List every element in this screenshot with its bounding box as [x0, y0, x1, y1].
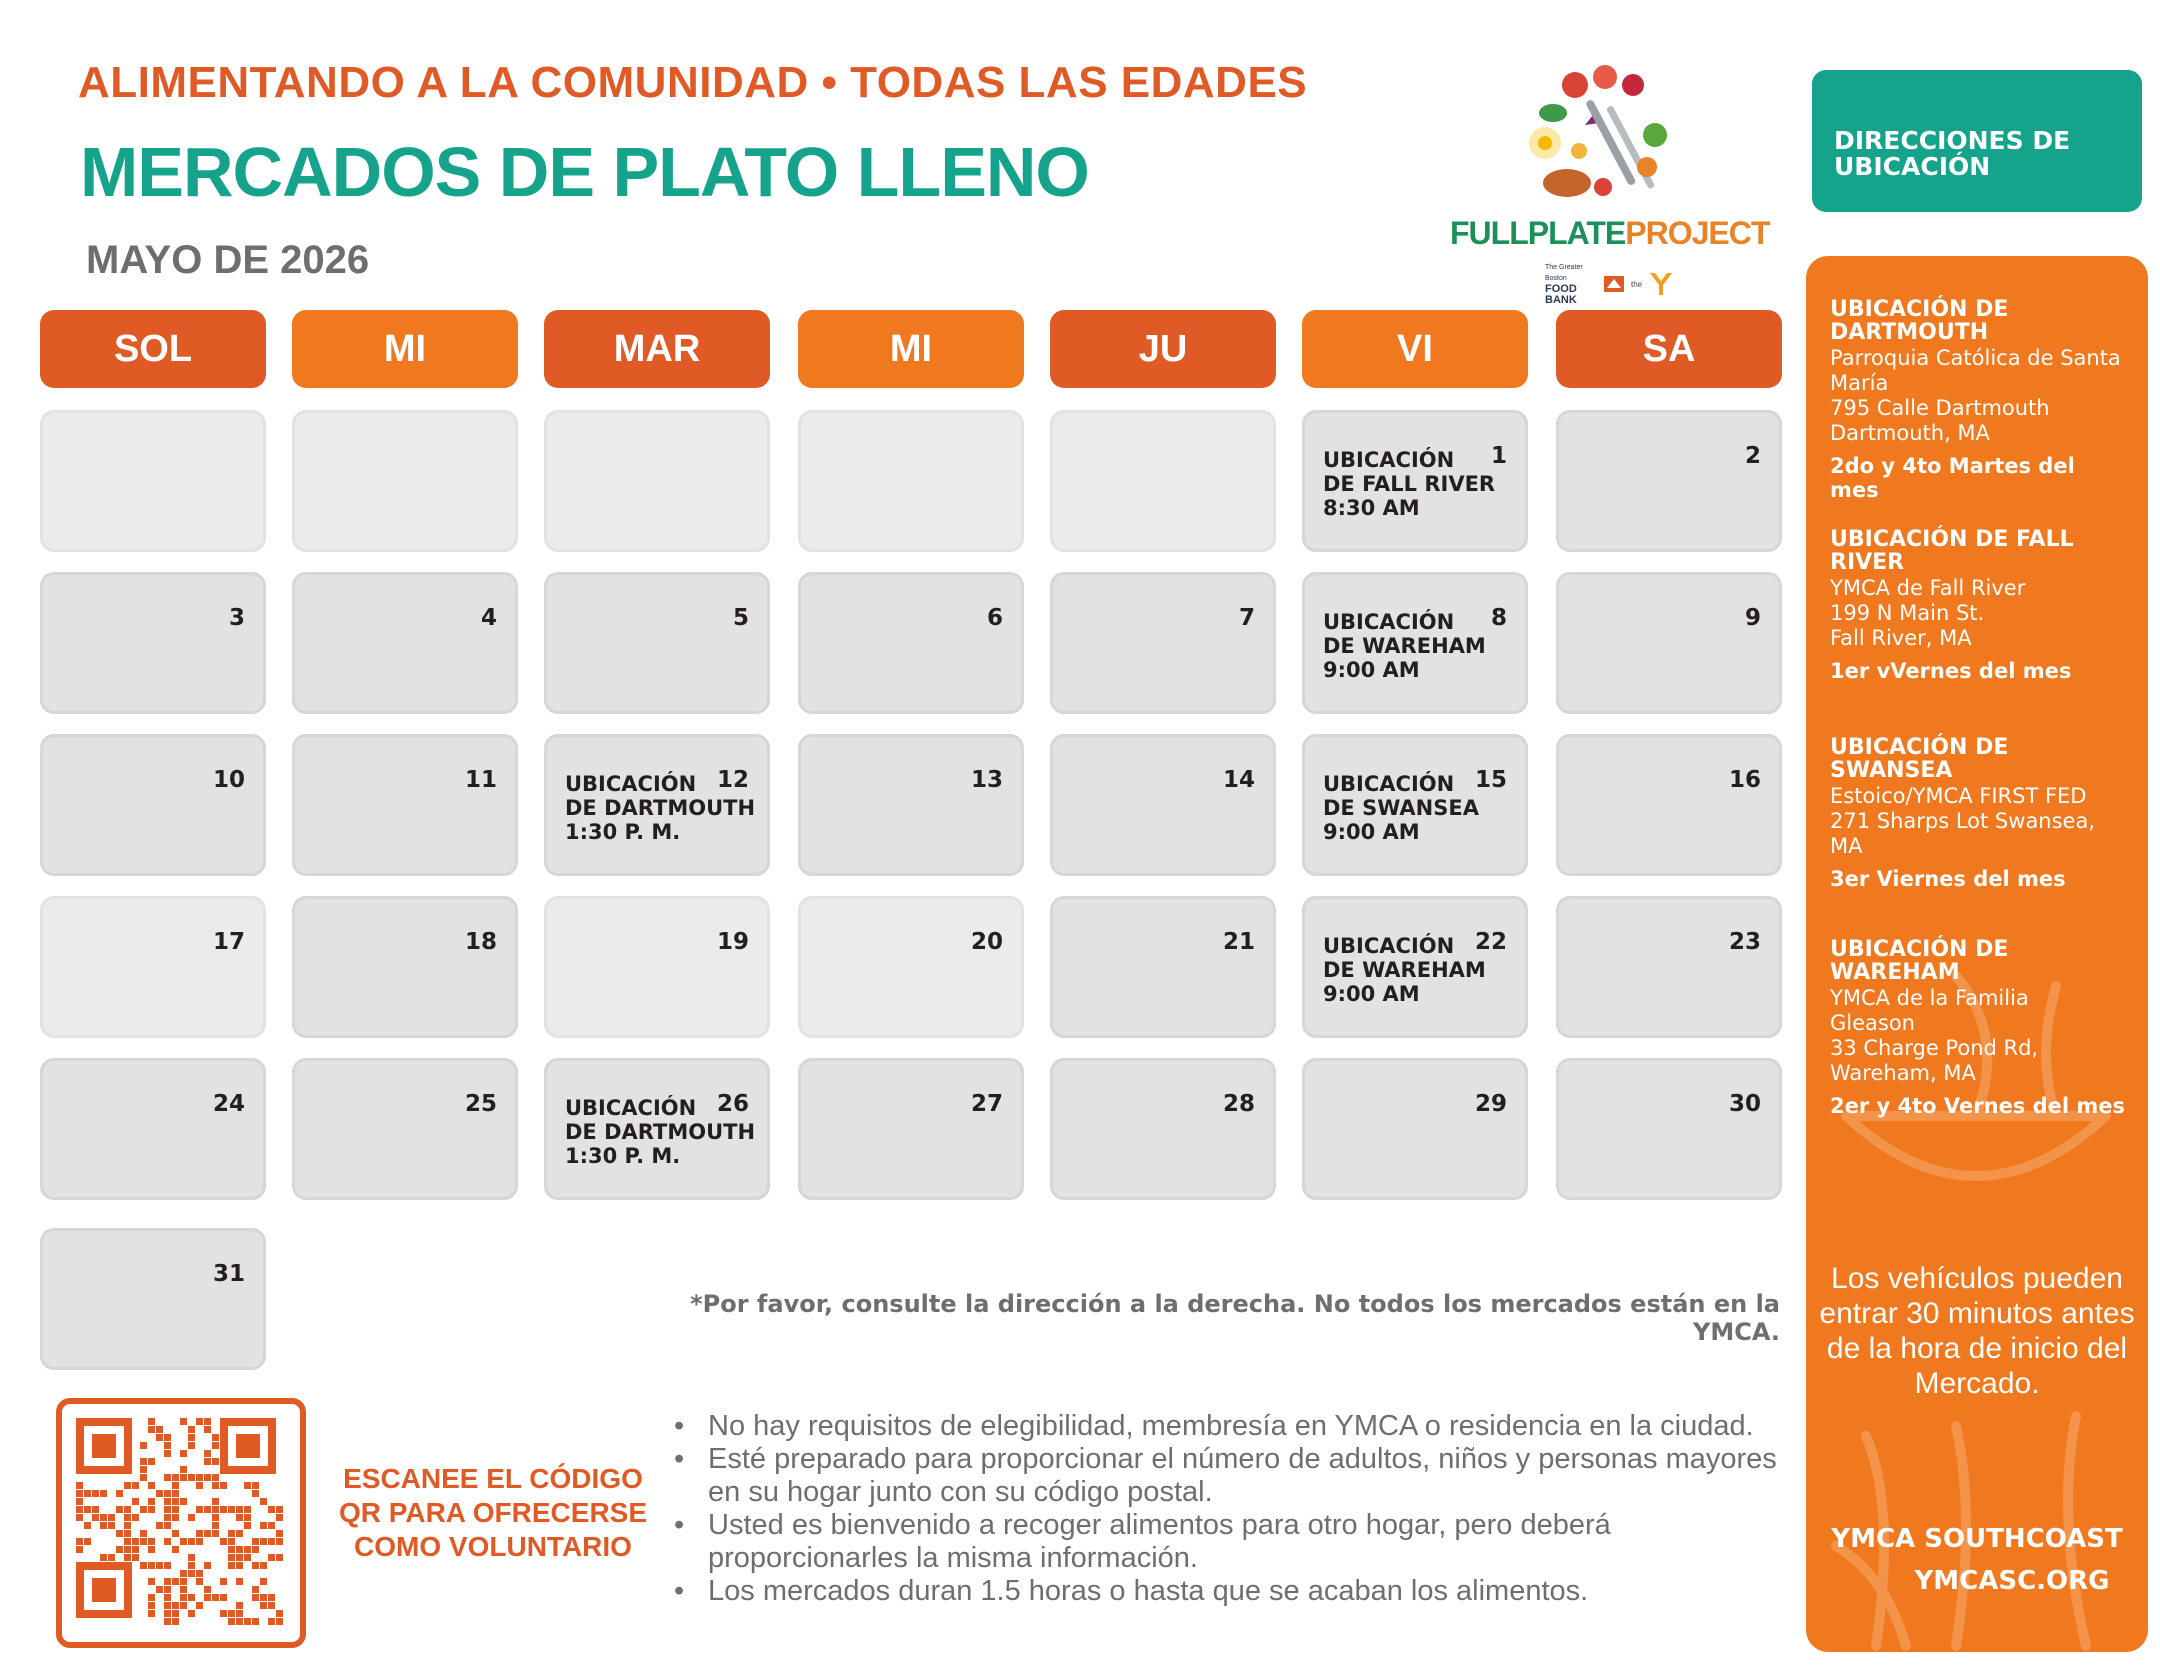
calendar-day-14 — [1050, 734, 1276, 876]
event-line: UBICACIÓN — [565, 772, 697, 796]
qr-code-icon — [62, 1404, 300, 1642]
calendar-day-10 — [40, 734, 266, 876]
event-line: 1:30 P. M. — [565, 1144, 681, 1168]
qr-call-to-action: ESCANEE EL CÓDIGO QR PARA OFRECERSE COMO VOLUNTARIO — [338, 1463, 648, 1562]
day-number: 23 — [1728, 929, 1761, 955]
event-line: DE DARTMOUTH — [565, 796, 756, 820]
event-line: UBICACIÓN — [1323, 610, 1455, 634]
day-number: 2 — [1744, 443, 1761, 469]
day-header-1: MI — [292, 310, 518, 388]
day-header-2: MAR — [544, 310, 770, 388]
food-bank-mark-icon — [1603, 274, 1625, 294]
calendar-day-30 — [1556, 1058, 1782, 1200]
locations-sidebar — [1806, 256, 2148, 1652]
day-number: 4 — [480, 605, 497, 631]
info-list — [672, 1410, 1792, 1608]
calendar-day-23 — [1556, 896, 1782, 1038]
day-number: 21 — [1222, 929, 1255, 955]
calendar-day-9 — [1556, 572, 1782, 714]
calendar-empty-cell — [798, 410, 1024, 552]
day-number: 17 — [212, 929, 245, 955]
day-number: 5 — [732, 605, 749, 631]
ymca-y-icon — [1648, 271, 1674, 297]
info-item: • No hay requisitos de elegibilidad, membresía en YMCA o residencia en la ciudad. — [672, 1410, 1792, 1443]
event-line: 9:00 AM — [1323, 820, 1420, 844]
calendar-day-16 — [1556, 734, 1782, 876]
day-number: 30 — [1728, 1091, 1761, 1117]
tagline: ALIMENTANDO A LA COMUNIDAD • TODAS LAS EDADES — [78, 58, 1308, 107]
day-number: 3 — [228, 605, 245, 631]
info-item: • Usted es bienvenido a recoger alimentos para otro hogar, pero deberá proporcionarles la misma información. — [672, 1509, 1792, 1575]
market-event — [565, 772, 755, 844]
day-number: 27 — [970, 1091, 1003, 1117]
calendar-day-20 — [798, 896, 1024, 1038]
event-line: DE WAREHAM — [1323, 958, 1486, 982]
calendar-day-18 — [292, 896, 518, 1038]
website-link[interactable]: YMCASC.ORG — [1914, 1566, 2110, 1596]
calendar-day-24 — [40, 1058, 266, 1200]
day-header-3: MI — [798, 310, 1024, 388]
vehicle-note: Los vehículos pueden entrar 30 minutos antes de la hora de inicio del Mercado. — [1819, 1262, 2135, 1400]
event-line: UBICACIÓN — [1323, 772, 1455, 796]
calendar-day-29 — [1302, 1058, 1528, 1200]
calendar-day-22 — [1302, 896, 1528, 1038]
day-number: 9 — [1744, 605, 1761, 631]
calendar-empty-cell — [40, 410, 266, 552]
fullplate-wordmark: FULLPLATEPROJECT — [1450, 215, 1770, 251]
event-line: DE DARTMOUTH — [565, 1120, 756, 1144]
day-number: 7 — [1238, 605, 1255, 631]
calendar-day-31 — [40, 1228, 266, 1370]
calendar-day-28 — [1050, 1058, 1276, 1200]
day-number: 29 — [1474, 1091, 1507, 1117]
event-line: 8:30 AM — [1323, 496, 1420, 520]
day-number: 31 — [212, 1261, 245, 1287]
calendar-day-3 — [40, 572, 266, 714]
location-swansea: UBICACIÓN DE SWANSEA Estoico/YMCA FIRST FED 271 Sharps Lot Swansea, MA 3er Viernes del mes — [1830, 735, 2096, 891]
calendar-day-11 — [292, 734, 518, 876]
calendar-day-15 — [1302, 734, 1528, 876]
event-line: UBICACIÓN — [565, 1096, 697, 1120]
day-number: 25 — [464, 1091, 497, 1117]
day-header-4: JU — [1050, 310, 1276, 388]
calendar-day-2 — [1556, 410, 1782, 552]
info-item: • Esté preparado para proporcionar el número de adultos, niños y personas mayores en su hogar junto con su código postal. — [672, 1443, 1792, 1509]
calendar-day-5 — [544, 572, 770, 714]
market-event — [565, 1096, 755, 1168]
the-label: the — [1631, 279, 1643, 289]
market-event — [1323, 934, 1486, 1006]
day-number: 22 — [1474, 929, 1507, 955]
calendar-day-21 — [1050, 896, 1276, 1038]
page-title: MERCADOS DE PLATO LLENO — [80, 133, 1089, 211]
day-number: 15 — [1474, 767, 1507, 793]
day-number: 28 — [1222, 1091, 1255, 1117]
day-number: 10 — [212, 767, 245, 793]
market-event — [1323, 772, 1479, 844]
month-label: MAYO DE 2026 — [86, 238, 370, 282]
calendar-empty-cell — [544, 410, 770, 552]
event-line: 1:30 P. M. — [565, 820, 681, 844]
day-number: 26 — [716, 1091, 749, 1117]
day-header-5: VI — [1302, 310, 1528, 388]
calendar-day-12 — [544, 734, 770, 876]
org-name: YMCA SOUTHCOAST — [1831, 1524, 2123, 1554]
day-number: 24 — [212, 1091, 245, 1117]
location-fall-river: UBICACIÓN DE FALL RIVER YMCA de Fall River 199 N Main St. Fall River, MA 1er vVernes del mes — [1830, 527, 2074, 683]
calendar-day-17 — [40, 896, 266, 1038]
day-number: 12 — [716, 767, 749, 793]
day-number: 16 — [1728, 767, 1761, 793]
market-event — [1323, 448, 1495, 520]
location-dartmouth: UBICACIÓN DE DARTMOUTH Parroquia Católica de Santa María 795 Calle Dartmouth Dartmouth, MA 2do y 4to Martes del mes — [1830, 297, 2121, 502]
market-event — [1323, 610, 1486, 682]
event-line: DE FALL RIVER — [1323, 472, 1496, 496]
day-header-6: SA — [1556, 310, 1782, 388]
fullplate-logo — [1450, 55, 1770, 306]
info-item: • Los mercados duran 1.5 horas o hasta que se acaban los alimentos. — [672, 1575, 1792, 1608]
directions-header: DIRECCIONES DE UBICACIÓN — [1812, 70, 2142, 212]
food-circle-icon — [1515, 55, 1685, 215]
calendar-empty-cell — [1050, 410, 1276, 552]
calendar-empty-cell — [292, 410, 518, 552]
day-number: 14 — [1222, 767, 1255, 793]
day-header-0: SOL — [40, 310, 266, 388]
location-wareham: UBICACIÓN DE WAREHAM YMCA de la Familia Gleason 33 Charge Pond Rd, Wareham, MA 2er y 4to Vernes del mes — [1830, 937, 2126, 1118]
event-line: UBICACIÓN — [1323, 448, 1455, 472]
calendar-day-27 — [798, 1058, 1024, 1200]
day-number: 6 — [986, 605, 1003, 631]
day-number: 1 — [1490, 443, 1507, 469]
org-info — [1816, 1518, 2138, 1602]
day-number: 13 — [970, 767, 1003, 793]
calendar-day-7 — [1050, 572, 1276, 714]
calendar-day-1 — [1302, 410, 1528, 552]
calendar-day-25 — [292, 1058, 518, 1200]
day-number: 11 — [464, 767, 497, 793]
food-bank-logo: The Greater Boston FOOD BANK — [1545, 264, 1583, 306]
day-number: 8 — [1490, 605, 1507, 631]
day-number: 20 — [970, 929, 1003, 955]
calendar-day-13 — [798, 734, 1024, 876]
event-line: 9:00 AM — [1323, 982, 1420, 1006]
calendar-day-8 — [1302, 572, 1528, 714]
day-number: 18 — [464, 929, 497, 955]
partner-logos — [1545, 262, 1674, 306]
calendar-day-4 — [292, 572, 518, 714]
day-number: 19 — [716, 929, 749, 955]
calendar-day-6 — [798, 572, 1024, 714]
event-line: DE SWANSEA — [1323, 796, 1479, 820]
calendar-day-26 — [544, 1058, 770, 1200]
event-line: 9:00 AM — [1323, 658, 1420, 682]
event-line: UBICACIÓN — [1323, 934, 1455, 958]
calendar-day-19 — [544, 896, 770, 1038]
location-note: *Por favor, consulte la dirección a la derecha. No todos los mercados están en la YMCA. — [690, 1290, 1780, 1346]
volunteer-qr-code[interactable] — [56, 1398, 306, 1648]
event-line: DE WAREHAM — [1323, 634, 1486, 658]
